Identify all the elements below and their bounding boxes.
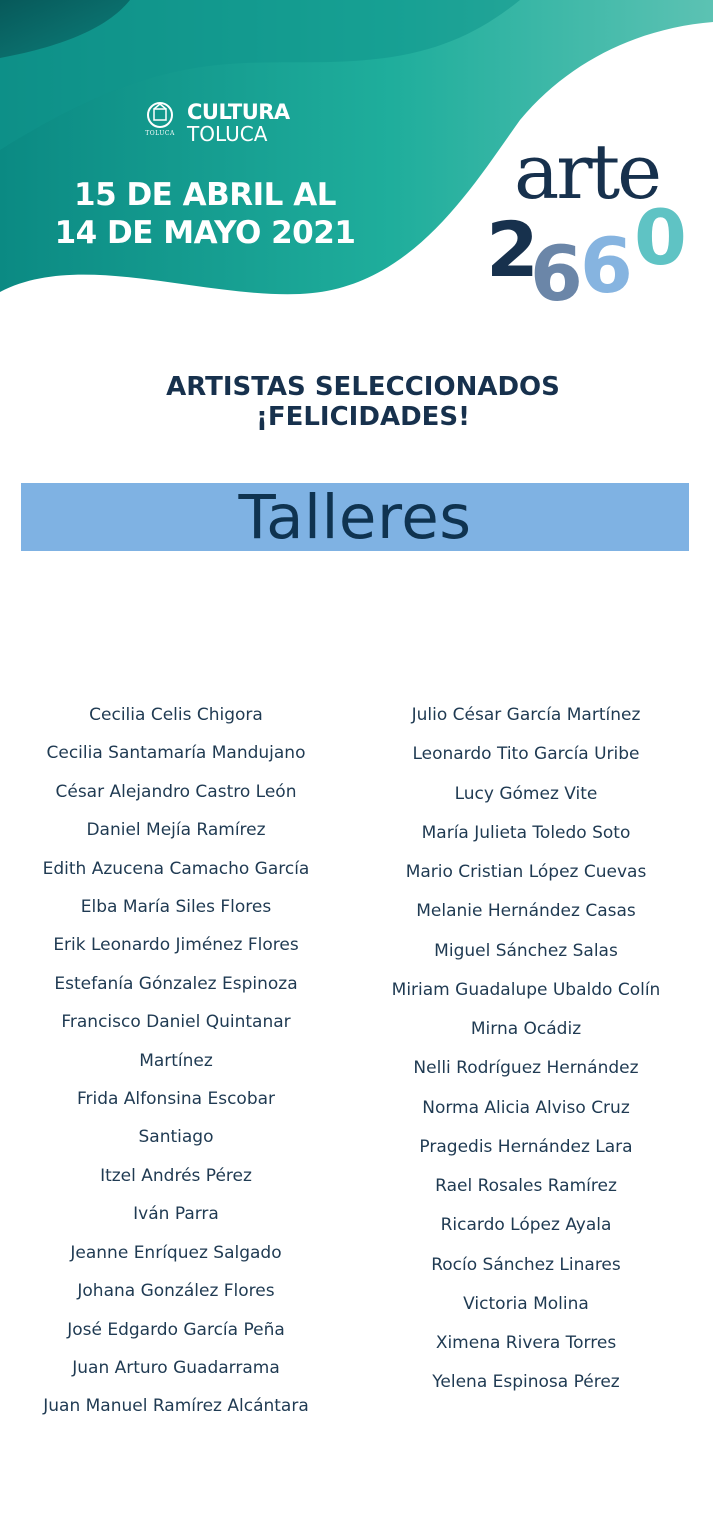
arte-digit-6a: 6 xyxy=(530,229,583,308)
artist-name: Melanie Hernández Casas xyxy=(416,901,636,922)
artist-name: Daniel Mejía Ramírez xyxy=(86,820,266,841)
artist-name: Victoria Molina xyxy=(463,1293,589,1314)
artist-name: Frida Alfonsina Escobar xyxy=(76,1089,276,1110)
artist-name: Iván Parra xyxy=(133,1204,219,1225)
artist-name: Cecilia Celis Chigora xyxy=(89,705,263,725)
artist-name: Edith Azucena Camacho García xyxy=(42,858,310,879)
artist-name: Estefanía Gónzalez Espinoza xyxy=(54,973,298,994)
logo-word-toluca: TOLUCA xyxy=(187,122,268,146)
dates-line-1: 15 DE ABRIL AL xyxy=(74,177,336,213)
artist-name: Francisco Daniel Quintanar xyxy=(61,1012,291,1033)
artist-name: Rael Rosales Ramírez xyxy=(435,1176,617,1196)
arte-digit-6b: 6 xyxy=(580,221,633,308)
artist-name: Julio César García Martínez xyxy=(411,705,641,725)
arte-2660-logo xyxy=(484,118,694,308)
artist-name: Juan Arturo Guadarrama xyxy=(72,1357,280,1378)
left-name-column xyxy=(20,696,332,1426)
artist-name: Yelena Espinosa Pérez xyxy=(432,1372,620,1393)
artist-name: Ricardo López Ayala xyxy=(440,1215,612,1236)
right-name-column xyxy=(376,696,676,1403)
artist-name: Pragedis Hernández Lara xyxy=(419,1136,633,1157)
announcement-line-1: ARTISTAS SELECCIONADOS xyxy=(166,372,560,402)
artist-name: Johana González Flores xyxy=(77,1281,275,1302)
logo-word-cultura: CULTURA xyxy=(187,100,290,124)
artist-name: María Julieta Toledo Soto xyxy=(421,822,631,843)
announcement-line-2: ¡FELICIDADES! xyxy=(255,402,470,432)
artist-name: Santiago xyxy=(138,1127,214,1148)
artist-name: Elba María Siles Flores xyxy=(80,897,272,918)
toluca-seal-icon xyxy=(141,100,179,146)
seal-caption: TOLUCA xyxy=(145,130,175,137)
arte-digit-2: 2 xyxy=(486,205,539,294)
artist-name: Miguel Sánchez Salas xyxy=(434,940,618,961)
artist-name: Mario Cristian López Cuevas xyxy=(405,862,647,882)
artist-name: Juan Manuel Ramírez Alcántara xyxy=(43,1396,309,1417)
artist-name: José Edgardo García Peña xyxy=(67,1319,285,1340)
event-dates xyxy=(40,176,370,252)
artist-name: Martínez xyxy=(139,1050,213,1071)
arte-word: arte xyxy=(514,127,660,216)
artist-name: Miriam Guadalupe Ubaldo Colín xyxy=(391,979,661,1000)
artist-name: Erik Leonardo Jiménez Flores xyxy=(53,935,299,956)
artist-name: Itzel Andrés Pérez xyxy=(100,1165,252,1186)
artist-name: Norma Alicia Alviso Cruz xyxy=(422,1097,630,1118)
arte-digit-0: 0 xyxy=(634,193,687,282)
artist-name: Nelli Rodríguez Hernández xyxy=(413,1058,639,1079)
selected-artists-announcement xyxy=(120,372,606,432)
cultura-toluca-logo xyxy=(141,100,290,146)
artist-name: Jeanne Enríquez Salgado xyxy=(70,1242,282,1263)
artist-name: Cecilia Santamaría Mandujano xyxy=(46,743,306,764)
artist-name: Leonardo Tito García Uribe xyxy=(412,744,640,765)
artist-name: Rocío Sánchez Linares xyxy=(431,1254,621,1275)
artist-name: Lucy Gómez Vite xyxy=(454,783,598,804)
artist-name: Ximena Rivera Torres xyxy=(435,1333,617,1353)
dates-line-2: 14 DE MAYO 2021 xyxy=(54,215,356,251)
artist-name: César Alejandro Castro León xyxy=(55,781,297,802)
section-title: Talleres xyxy=(238,481,472,553)
section-band xyxy=(21,483,689,551)
artist-name: Mirna Ocádiz xyxy=(470,1019,582,1039)
